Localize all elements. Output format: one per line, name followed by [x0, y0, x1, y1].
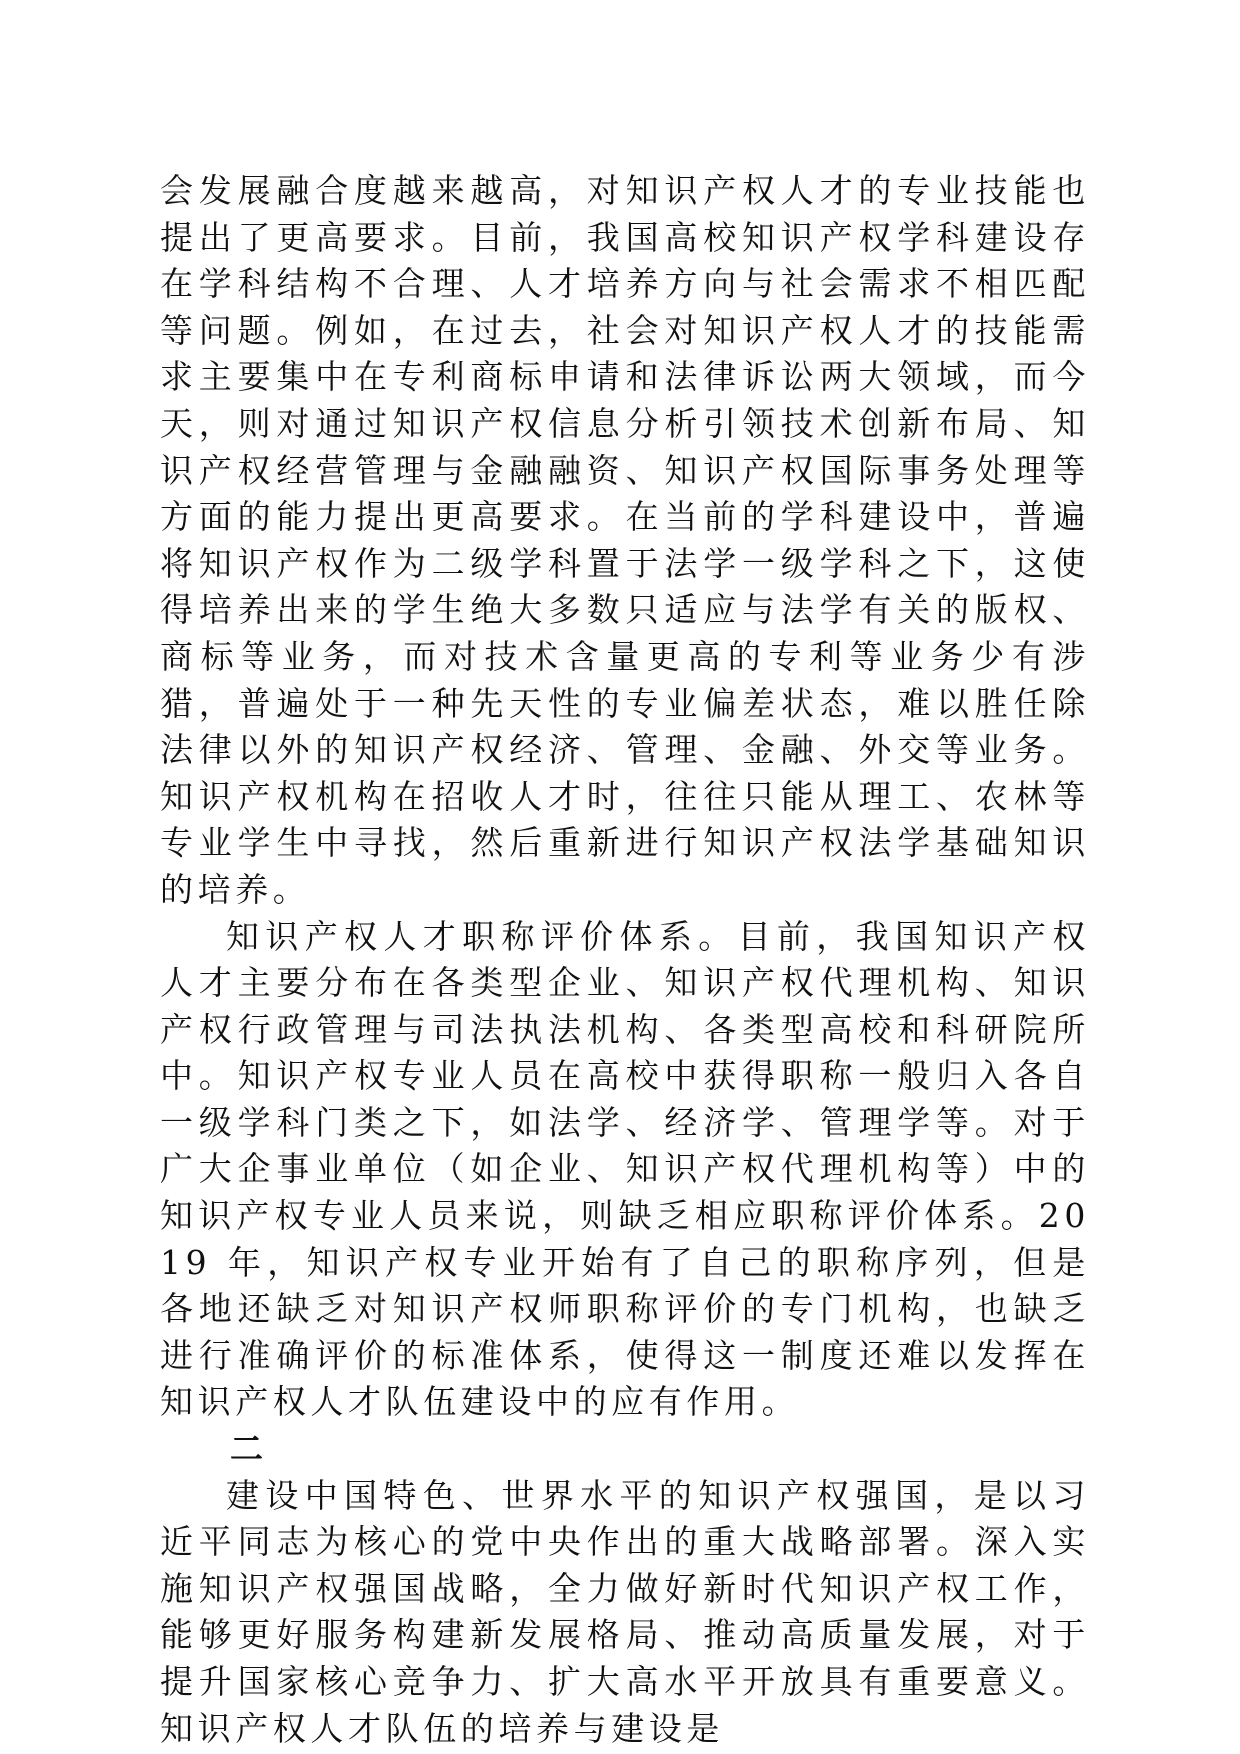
paragraph-strategy: 建设中国特色、世界水平的知识产权强国，是以习近平同志为核心的党中央作出的重大战略部署。深入实施知识产权强国战略，全力做好新时代知识产权工作，能够更好服务构建新发展格局、推动高质量发展，对于提升国家核心竞争力、扩大高水平开放具有重要意义。知识产权人才队伍的培养与建设是	[160, 1475, 1090, 1748]
paragraph-continuation: 会发展融合度越来越高，对知识产权人才的专业技能也提出了更高要求。目前，我国高校知识产权学科建设存在学科结构不合理、人才培养方向与社会需求不相匹配等问题。例如，在过去，社会对知识产权人才的技能需求主要集中在专利商标申请和法律诉讼两大领域，而今天，则对通过知识产权信息分析引领技术创新布局、知识产权经营管理与金融融资、知识产权国际事务处理等方面的能力提出更高要求。在当前的学科建设中，普遍将知识产权作为二级学科置于法学一级学科之下，这使得培养出来的学生绝大多数只适应与法学有关的版权、商标等业务，而对技术含量更高的专利等业务少有涉猎，普遍处于一种先天性的专业偏差状态，难以胜任除法律以外的知识产权经济、管理、金融、外交等业务。知识产权机构在招收人才时，往往只能从理工、农林等专业学生中寻找，然后重新进行知识产权法学基础知识的培养。	[160, 171, 1090, 909]
document-body	[160, 168, 1090, 1752]
paragraph-title-evaluation: 知识产权人才职称评价体系。目前，我国知识产权人才主要分布在各类型企业、知识产权代理机构、知识产权行政管理与司法执法机构、各类型高校和科研院所中。知识产权专业人员在高校中获得职称一般归入各自一级学科门类之下，如法学、经济学、管理学等。对于广大企事业单位（如企业、知识产权代理机构等）中的知识产权专业人员来说，则缺乏相应职称评价体系。2019 年，知识产权专业开始有了自己的职称序列，但是各地还缺乏对知识产权师职称评价的专门机构，也缺乏进行准确评价的标准体系，使得这一制度还难以发挥在知识产权人才队伍建设中的应有作用。	[160, 916, 1090, 1422]
section-heading: 二	[230, 1429, 263, 1469]
